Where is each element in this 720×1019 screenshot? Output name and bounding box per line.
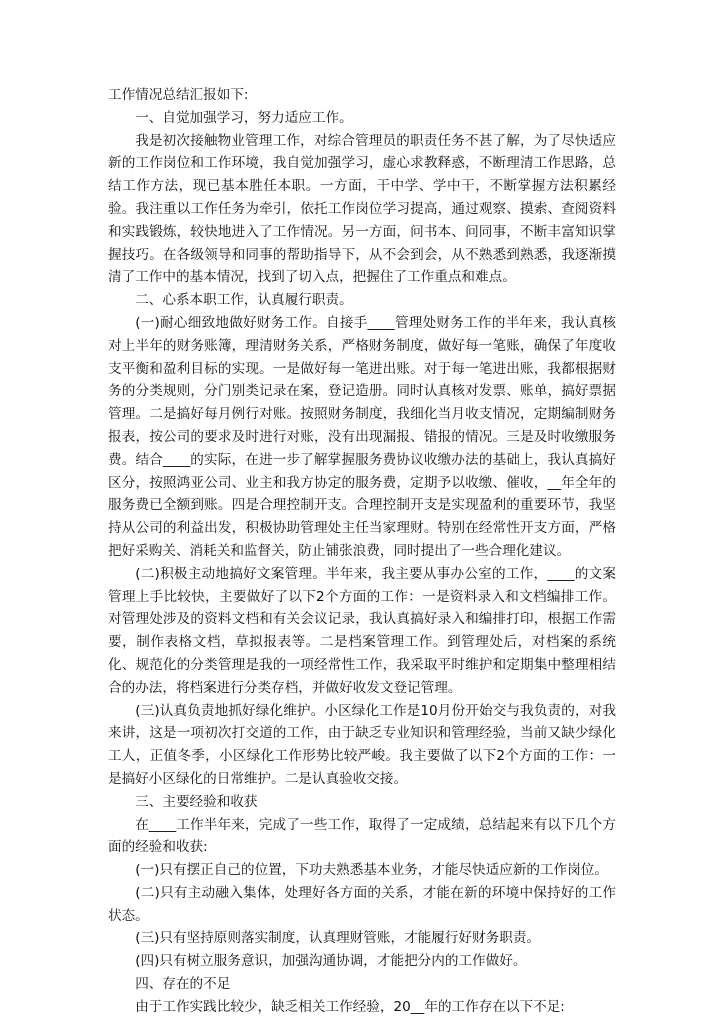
section-3-item-4: (四)只有树立服务意识，加强沟通协调，才能把分内的工作做好。 (135, 953, 527, 970)
section-3-item-3: (三)只有坚持原则落实制度，认真理财管账，才能履行好财务职责。 (135, 930, 541, 947)
section-heading-4: 四、存在的不足 (135, 976, 231, 993)
section-3-item-1: (一)只有摆正自己的位置，下功夫熟悉基本业务，才能尽快适应新的工作岗位。 (135, 862, 608, 879)
document-page (108, 84, 616, 1019)
section-heading-1: 一、自觉加强学习，努力适应工作。 (135, 109, 353, 126)
section-heading-3: 三、主要经验和收获 (135, 793, 258, 810)
section-3-item-2: (二)只有主动融入集体，处理好各方面的关系，才能在新的环境中保持好的工作状态。 (108, 884, 616, 924)
section-4-paragraph: 由于工作实践比较少，缺乏相关工作经验，20__年的工作存在以下不足: (135, 998, 565, 1015)
section-1-paragraph: 我是初次接触物业管理工作，对综合管理员的职责任务不甚了解，为了尽快适应新的工作岗位和工作环境，我自觉加强学习，虚心求教释惑，不断理清工作思路，总结工作方法，现已基本胜任本职。一方面，干中学、学中干，不断掌握方法积累经验。我注重以工作任务为牵引，依托工作岗位学习提高，通过观察、摸索、查阅资料和实践锻炼，较快地进入了工作情况。另一方面，问书本、问同事，不断丰富知识掌握技巧。在各级领导和同事的帮助指导下，从不会到会，从不熟悉到熟悉，我逐渐摸清了工作中的基本情况，找到了切入点，把握住了工作重点和难点。 (108, 132, 616, 286)
section-2-paragraph-documents: (二)积极主动地搞好文案管理。半年来，我主要从事办公室的工作，____的文案管理上手比较快，主要做好了以下2个方面的工作：一是资料录入和文档编排工作。对管理处涉及的资料文档和有关会议记录，我认真搞好录入和编排打印，根据工作需要，制作表格文档，草拟报表等。二是档案管理工作。到管理处后，对档案的系统化、规范化的分类管理是我的一项经常性工作，我采取平时维护和定期集中整理相结合的办法，将档案进行分类存档，并做好收发文登记管理。 (108, 565, 616, 696)
intro-line: 工作情况总结汇报如下: (108, 87, 249, 103)
section-3-paragraph: 在____工作半年来，完成了一些工作，取得了一定成绩，总结起来有以下几个方面的经验和收获: (108, 816, 616, 856)
section-2-paragraph-greening: (三)认真负责地抓好绿化维护。小区绿化工作是10月份开始交与我负责的，对我来讲，这是一项初次打交道的工作，由于缺乏专业知识和管理经验，当前又缺少绿化工人，正值冬季，小区绿化工作形势比较严峻。我主要做了以下2个方面的工作：一是搞好小区绿化的日常维护。二是认真验收交接。 (108, 702, 616, 787)
section-heading-2: 二、心系本职工作，认真履行职责。 (135, 292, 353, 309)
section-2-paragraph-finance: (一)耐心细致地做好财务工作。自接手____管理处财务工作的半年来，我认真核对上半年的财务账簿，理清财务关系，严格财务制度，做好每一笔账，确保了年度收支平衡和盈利目标的实现。一是做好每一笔进出账。对于每一笔进出账，我都根据财务的分类规则，分门别类记录在案，登记造册。同时认真核对发票、账单，搞好票据管理。二是搞好每月例行对账。按照财务制度，我细化当月收支情况，定期编制财务报表，按公司的要求及时进行对账，没有出现漏报、错报的情况。三是及时收缴服务费。结合____的实际，在进一步了解掌握服务费协议收缴办法的基础上，我认真搞好区分，按照鸿亚公司、业主和我方协定的服务费，定期予以收缴、催收，__年全年的服务费已全额到账。四是合理控制开支。合理控制开支是实现盈利的重要环节，我坚持从公司的利益出发，积极协助管理处主任当家理财。特别在经常性开支方面，严格把好采购关、消耗关和监督关，防止铺张浪费，同时提出了一些合理化建议。 (108, 314, 616, 559)
